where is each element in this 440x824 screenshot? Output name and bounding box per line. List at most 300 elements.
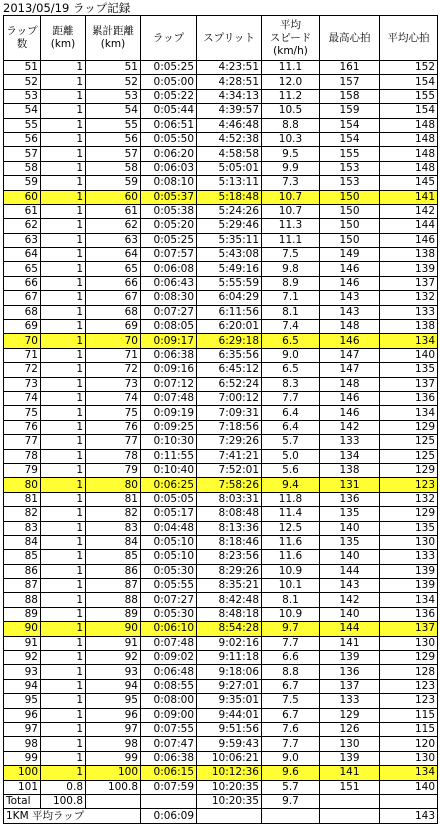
avg-speed-cell: 7.5 xyxy=(262,248,320,262)
lap-number-cell: 72 xyxy=(4,363,41,377)
table-row xyxy=(4,377,438,391)
lap-number-cell: 60 xyxy=(4,190,41,204)
max-hr-cell: 161 xyxy=(320,61,380,75)
avg-speed-cell: 8.3 xyxy=(262,377,320,391)
max-hr-cell: 150 xyxy=(320,190,380,204)
avg-hr-cell: 137 xyxy=(380,377,438,391)
average-split xyxy=(197,809,262,823)
table-row xyxy=(4,248,438,262)
lap-time-cell: 0:07:12 xyxy=(141,377,197,391)
lap-time-cell: 0:07:27 xyxy=(141,593,197,607)
split-time-cell: 5:24:26 xyxy=(197,204,262,218)
cumulative-distance-cell: 69 xyxy=(86,320,141,334)
table-row xyxy=(4,679,438,693)
lap-time-cell: 0:11:55 xyxy=(141,449,197,463)
table-row xyxy=(4,233,438,247)
lap-time-cell: 0:05:10 xyxy=(141,535,197,549)
max-hr-cell: 135 xyxy=(320,507,380,521)
max-hr-cell: 140 xyxy=(320,607,380,621)
cumulative-distance-cell: 67 xyxy=(86,291,141,305)
max-hr-cell: 137 xyxy=(320,679,380,693)
lap-number-cell: 76 xyxy=(4,420,41,434)
avg-speed-cell: 11.3 xyxy=(262,219,320,233)
split-time-cell: 4:39:57 xyxy=(197,104,262,118)
split-time-cell: 10:06:21 xyxy=(197,751,262,765)
avg-speed-cell: 9.9 xyxy=(262,161,320,175)
table-row xyxy=(4,564,438,578)
lap-table-body xyxy=(4,61,438,795)
split-time-cell: 8:03:31 xyxy=(197,492,262,506)
distance-cell: 1 xyxy=(41,406,86,420)
lap-time-cell: 0:09:19 xyxy=(141,406,197,420)
split-time-cell: 8:54:28 xyxy=(197,622,262,636)
lap-number-cell: 101 xyxy=(4,780,41,794)
split-time-cell: 5:18:48 xyxy=(197,190,262,204)
table-row xyxy=(4,579,438,593)
lap-number-cell: 88 xyxy=(4,593,41,607)
table-row xyxy=(4,478,438,492)
cumulative-distance-cell: 68 xyxy=(86,305,141,319)
table-row xyxy=(4,363,438,377)
table-row xyxy=(4,636,438,650)
table-row xyxy=(4,334,438,348)
table-row xyxy=(4,492,438,506)
lap-number-cell: 65 xyxy=(4,262,41,276)
table-row xyxy=(4,550,438,564)
avg-hr-cell: 135 xyxy=(380,521,438,535)
max-hr-cell: 148 xyxy=(320,320,380,334)
max-hr-cell: 130 xyxy=(320,737,380,751)
table-row xyxy=(4,176,438,190)
cumulative-distance-cell: 75 xyxy=(86,406,141,420)
split-time-cell: 8:23:56 xyxy=(197,550,262,564)
table-row xyxy=(4,435,438,449)
header-lap: ラップ xyxy=(141,16,197,61)
distance-cell: 1 xyxy=(41,233,86,247)
lap-number-cell: 97 xyxy=(4,722,41,736)
lap-number-cell: 73 xyxy=(4,377,41,391)
avg-hr-cell: 130 xyxy=(380,751,438,765)
max-hr-cell: 154 xyxy=(320,132,380,146)
cumulative-distance-cell: 87 xyxy=(86,579,141,593)
avg-hr-cell: 146 xyxy=(380,233,438,247)
table-row xyxy=(4,535,438,549)
lap-number-cell: 77 xyxy=(4,435,41,449)
header-cumulative: 累計距離 (km) xyxy=(86,16,141,61)
total-avg-hr xyxy=(380,794,438,808)
distance-cell: 1 xyxy=(41,665,86,679)
cumulative-distance-cell: 76 xyxy=(86,420,141,434)
max-hr-cell: 136 xyxy=(320,665,380,679)
distance-cell: 1 xyxy=(41,694,86,708)
split-time-cell: 6:04:29 xyxy=(197,291,262,305)
table-row xyxy=(4,521,438,535)
avg-speed-cell: 6.6 xyxy=(262,651,320,665)
table-row xyxy=(4,61,438,75)
max-hr-cell: 140 xyxy=(320,521,380,535)
table-row xyxy=(4,391,438,405)
split-time-cell: 7:52:01 xyxy=(197,463,262,477)
split-time-cell: 7:09:31 xyxy=(197,406,262,420)
cumulative-distance-cell: 83 xyxy=(86,521,141,535)
distance-cell: 1 xyxy=(41,291,86,305)
table-row xyxy=(4,593,438,607)
lap-time-cell: 0:06:38 xyxy=(141,751,197,765)
lap-time-cell: 0:08:55 xyxy=(141,679,197,693)
cumulative-distance-cell: 65 xyxy=(86,262,141,276)
lap-number-cell: 74 xyxy=(4,391,41,405)
avg-speed-cell: 6.7 xyxy=(262,679,320,693)
table-row xyxy=(4,722,438,736)
max-hr-cell: 148 xyxy=(320,377,380,391)
avg-speed-cell: 7.1 xyxy=(262,291,320,305)
avg-hr-cell: 154 xyxy=(380,75,438,89)
split-time-cell: 8:48:18 xyxy=(197,607,262,621)
lap-time-cell: 0:05:30 xyxy=(141,607,197,621)
max-hr-cell: 141 xyxy=(320,766,380,780)
avg-hr-cell: 123 xyxy=(380,478,438,492)
lap-time-cell: 0:05:44 xyxy=(141,104,197,118)
split-time-cell: 4:52:38 xyxy=(197,132,262,146)
avg-hr-cell: 137 xyxy=(380,276,438,290)
table-row xyxy=(4,104,438,118)
avg-speed-cell: 10.9 xyxy=(262,607,320,621)
avg-speed-cell: 11.6 xyxy=(262,535,320,549)
avg-hr-cell: 130 xyxy=(380,636,438,650)
avg-speed-cell: 11.8 xyxy=(262,492,320,506)
distance-cell: 1 xyxy=(41,118,86,132)
lap-number-cell: 84 xyxy=(4,535,41,549)
split-time-cell: 4:34:13 xyxy=(197,89,262,103)
lap-time-cell: 0:05:25 xyxy=(141,233,197,247)
split-time-cell: 9:35:01 xyxy=(197,694,262,708)
avg-speed-cell: 8.8 xyxy=(262,665,320,679)
lap-number-cell: 79 xyxy=(4,463,41,477)
cumulative-distance-cell: 85 xyxy=(86,550,141,564)
cumulative-distance-cell: 96 xyxy=(86,708,141,722)
max-hr-cell: 133 xyxy=(320,435,380,449)
lap-number-cell: 66 xyxy=(4,276,41,290)
lap-number-cell: 57 xyxy=(4,147,41,161)
cumulative-distance-cell: 95 xyxy=(86,694,141,708)
lap-number-cell: 99 xyxy=(4,751,41,765)
distance-cell: 1 xyxy=(41,61,86,75)
lap-time-cell: 0:08:05 xyxy=(141,320,197,334)
avg-speed-cell: 10.1 xyxy=(262,579,320,593)
lap-time-cell: 0:07:55 xyxy=(141,722,197,736)
lap-number-cell: 89 xyxy=(4,607,41,621)
distance-cell: 1 xyxy=(41,305,86,319)
lap-number-cell: 70 xyxy=(4,334,41,348)
avg-speed-cell: 8.1 xyxy=(262,305,320,319)
avg-speed-cell: 5.6 xyxy=(262,463,320,477)
lap-time-cell: 0:07:47 xyxy=(141,737,197,751)
lap-number-cell: 80 xyxy=(4,478,41,492)
cumulative-distance-cell: 70 xyxy=(86,334,141,348)
average-label: 1KM 平均ラップ xyxy=(4,809,141,823)
distance-cell: 1 xyxy=(41,579,86,593)
distance-cell: 1 xyxy=(41,219,86,233)
lap-time-cell: 0:04:48 xyxy=(141,521,197,535)
avg-hr-cell: 115 xyxy=(380,708,438,722)
lap-time-cell: 0:08:00 xyxy=(141,694,197,708)
max-hr-cell: 146 xyxy=(320,262,380,276)
avg-speed-cell: 9.0 xyxy=(262,751,320,765)
cumulative-distance-cell: 91 xyxy=(86,636,141,650)
avg-speed-cell: 5.7 xyxy=(262,780,320,794)
avg-hr-cell: 133 xyxy=(380,550,438,564)
cumulative-distance-cell: 58 xyxy=(86,161,141,175)
max-hr-cell: 141 xyxy=(320,636,380,650)
max-hr-cell: 142 xyxy=(320,420,380,434)
lap-number-cell: 58 xyxy=(4,161,41,175)
cumulative-distance-cell: 77 xyxy=(86,435,141,449)
distance-cell: 1 xyxy=(41,161,86,175)
avg-speed-cell: 8.8 xyxy=(262,118,320,132)
lap-time-cell: 0:05:37 xyxy=(141,190,197,204)
total-row xyxy=(4,794,438,808)
cumulative-distance-cell: 92 xyxy=(86,651,141,665)
cumulative-distance-cell: 79 xyxy=(86,463,141,477)
avg-hr-cell: 148 xyxy=(380,132,438,146)
cumulative-distance-cell: 57 xyxy=(86,147,141,161)
cumulative-distance-cell: 89 xyxy=(86,607,141,621)
lap-time-cell: 0:06:08 xyxy=(141,262,197,276)
total-max-hr xyxy=(320,794,380,808)
avg-speed-cell: 11.4 xyxy=(262,507,320,521)
avg-speed-cell: 5.0 xyxy=(262,449,320,463)
lap-number-cell: 100 xyxy=(4,766,41,780)
split-time-cell: 5:43:08 xyxy=(197,248,262,262)
page-title: 2013/05/19 ラップ記録 xyxy=(3,1,131,15)
distance-cell: 1 xyxy=(41,377,86,391)
avg-hr-cell: 138 xyxy=(380,320,438,334)
total-cumulative xyxy=(86,794,141,808)
avg-hr-cell: 136 xyxy=(380,391,438,405)
table-row xyxy=(4,118,438,132)
distance-cell: 1 xyxy=(41,679,86,693)
split-time-cell: 6:20:01 xyxy=(197,320,262,334)
avg-speed-cell: 7.5 xyxy=(262,694,320,708)
lap-time-cell: 0:05:22 xyxy=(141,89,197,103)
split-time-cell: 6:52:24 xyxy=(197,377,262,391)
split-time-cell: 7:29:26 xyxy=(197,435,262,449)
avg-speed-cell: 7.7 xyxy=(262,737,320,751)
table-row xyxy=(4,190,438,204)
average-max-hr xyxy=(320,809,380,823)
table-row xyxy=(4,420,438,434)
cumulative-distance-cell: 73 xyxy=(86,377,141,391)
distance-cell: 1 xyxy=(41,449,86,463)
avg-hr-cell: 134 xyxy=(380,334,438,348)
max-hr-cell: 139 xyxy=(320,751,380,765)
distance-cell: 1 xyxy=(41,248,86,262)
header-split: スプリット xyxy=(197,16,262,61)
lap-time-cell: 0:10:40 xyxy=(141,463,197,477)
average-lap: 0:06:09 xyxy=(141,809,197,823)
avg-hr-cell: 145 xyxy=(380,176,438,190)
max-hr-cell: 149 xyxy=(320,248,380,262)
distance-cell: 1 xyxy=(41,463,86,477)
distance-cell: 1 xyxy=(41,132,86,146)
avg-speed-cell: 5.7 xyxy=(262,435,320,449)
split-time-cell: 8:13:36 xyxy=(197,521,262,535)
lap-time-cell: 0:06:15 xyxy=(141,766,197,780)
cumulative-distance-cell: 90 xyxy=(86,622,141,636)
split-time-cell: 9:44:01 xyxy=(197,708,262,722)
table-row xyxy=(4,463,438,477)
avg-hr-cell: 140 xyxy=(380,780,438,794)
split-time-cell: 8:18:46 xyxy=(197,535,262,549)
table-row xyxy=(4,665,438,679)
avg-hr-cell: 123 xyxy=(380,679,438,693)
avg-hr-cell: 144 xyxy=(380,219,438,233)
distance-cell: 1 xyxy=(41,564,86,578)
cumulative-distance-cell: 60 xyxy=(86,190,141,204)
cumulative-distance-cell: 78 xyxy=(86,449,141,463)
avg-speed-cell: 9.0 xyxy=(262,348,320,362)
split-time-cell: 4:46:48 xyxy=(197,118,262,132)
distance-cell: 0.8 xyxy=(41,780,86,794)
split-time-cell: 5:29:46 xyxy=(197,219,262,233)
avg-hr-cell: 130 xyxy=(380,535,438,549)
distance-cell: 1 xyxy=(41,190,86,204)
lap-number-cell: 54 xyxy=(4,104,41,118)
cumulative-distance-cell: 100 xyxy=(86,766,141,780)
max-hr-cell: 138 xyxy=(320,463,380,477)
max-hr-cell: 135 xyxy=(320,535,380,549)
table-row xyxy=(4,75,438,89)
lap-time-cell: 0:05:55 xyxy=(141,579,197,593)
max-hr-cell: 153 xyxy=(320,161,380,175)
max-hr-cell: 144 xyxy=(320,564,380,578)
lap-time-cell: 0:05:17 xyxy=(141,507,197,521)
avg-hr-cell: 134 xyxy=(380,766,438,780)
max-hr-cell: 129 xyxy=(320,708,380,722)
split-time-cell: 8:42:48 xyxy=(197,593,262,607)
header-distance: 距離(km) xyxy=(41,16,86,61)
avg-speed-cell: 11.6 xyxy=(262,550,320,564)
header-row xyxy=(4,16,438,61)
max-hr-cell: 133 xyxy=(320,694,380,708)
avg-speed-cell: 9.4 xyxy=(262,478,320,492)
lap-time-cell: 0:07:57 xyxy=(141,248,197,262)
split-time-cell: 9:27:01 xyxy=(197,679,262,693)
avg-speed-cell: 8.1 xyxy=(262,593,320,607)
lap-number-cell: 59 xyxy=(4,176,41,190)
split-time-cell: 4:23:51 xyxy=(197,61,262,75)
cumulative-distance-cell: 55 xyxy=(86,118,141,132)
avg-speed-cell: 6.5 xyxy=(262,363,320,377)
lap-time-cell: 0:05:25 xyxy=(141,61,197,75)
split-time-cell: 4:28:51 xyxy=(197,75,262,89)
table-row xyxy=(4,262,438,276)
max-hr-cell: 146 xyxy=(320,391,380,405)
avg-hr-cell: 139 xyxy=(380,262,438,276)
avg-speed-cell: 12.0 xyxy=(262,75,320,89)
lap-number-cell: 85 xyxy=(4,550,41,564)
split-time-cell: 7:41:21 xyxy=(197,449,262,463)
table-row xyxy=(4,694,438,708)
avg-hr-cell: 120 xyxy=(380,737,438,751)
cumulative-distance-cell: 62 xyxy=(86,219,141,233)
lap-time-cell: 0:05:20 xyxy=(141,219,197,233)
lap-number-cell: 67 xyxy=(4,291,41,305)
lap-number-cell: 82 xyxy=(4,507,41,521)
avg-hr-cell: 148 xyxy=(380,147,438,161)
lap-time-cell: 0:06:48 xyxy=(141,665,197,679)
cumulative-distance-cell: 54 xyxy=(86,104,141,118)
distance-cell: 1 xyxy=(41,550,86,564)
lap-number-cell: 90 xyxy=(4,622,41,636)
table-row xyxy=(4,766,438,780)
max-hr-cell: 147 xyxy=(320,348,380,362)
max-hr-cell: 150 xyxy=(320,233,380,247)
cumulative-distance-cell: 63 xyxy=(86,233,141,247)
lap-time-cell: 0:05:00 xyxy=(141,75,197,89)
cumulative-distance-cell: 80 xyxy=(86,478,141,492)
avg-speed-cell: 6.7 xyxy=(262,708,320,722)
split-time-cell: 9:11:18 xyxy=(197,651,262,665)
avg-hr-cell: 123 xyxy=(380,694,438,708)
table-row xyxy=(4,622,438,636)
avg-hr-cell: 129 xyxy=(380,507,438,521)
total-label: Total xyxy=(4,794,41,808)
max-hr-cell: 150 xyxy=(320,204,380,218)
split-time-cell: 5:35:11 xyxy=(197,233,262,247)
avg-hr-cell: 128 xyxy=(380,665,438,679)
split-time-cell: 9:59:43 xyxy=(197,737,262,751)
table-row xyxy=(4,291,438,305)
lap-table xyxy=(3,15,438,824)
distance-cell: 1 xyxy=(41,708,86,722)
avg-hr-cell: 152 xyxy=(380,61,438,75)
lap-time-cell: 0:06:43 xyxy=(141,276,197,290)
lap-number-cell: 95 xyxy=(4,694,41,708)
max-hr-cell: 140 xyxy=(320,550,380,564)
cumulative-distance-cell: 84 xyxy=(86,535,141,549)
avg-speed-cell: 7.7 xyxy=(262,391,320,405)
total-avg-speed: 9.7 xyxy=(262,794,320,808)
avg-speed-cell: 10.9 xyxy=(262,564,320,578)
lap-time-cell: 0:10:30 xyxy=(141,435,197,449)
lap-number-cell: 52 xyxy=(4,75,41,89)
table-row xyxy=(4,708,438,722)
lap-time-cell: 0:09:17 xyxy=(141,334,197,348)
table-row xyxy=(4,204,438,218)
lap-time-cell: 0:05:50 xyxy=(141,132,197,146)
distance-cell: 1 xyxy=(41,75,86,89)
max-hr-cell: 143 xyxy=(320,579,380,593)
split-time-cell: 9:02:16 xyxy=(197,636,262,650)
header-avg-speed: 平均 スピード (km/h) xyxy=(262,16,320,61)
split-time-cell: 8:08:48 xyxy=(197,507,262,521)
lap-time-cell: 0:07:59 xyxy=(141,780,197,794)
distance-cell: 1 xyxy=(41,492,86,506)
table-row xyxy=(4,507,438,521)
distance-cell: 1 xyxy=(41,262,86,276)
table-row xyxy=(4,348,438,362)
split-time-cell: 9:18:06 xyxy=(197,665,262,679)
lap-number-cell: 71 xyxy=(4,348,41,362)
max-hr-cell: 150 xyxy=(320,219,380,233)
cumulative-distance-cell: 82 xyxy=(86,507,141,521)
distance-cell: 1 xyxy=(41,636,86,650)
split-time-cell: 6:11:56 xyxy=(197,305,262,319)
avg-speed-cell: 7.6 xyxy=(262,722,320,736)
avg-speed-cell: 7.4 xyxy=(262,320,320,334)
table-row xyxy=(4,89,438,103)
